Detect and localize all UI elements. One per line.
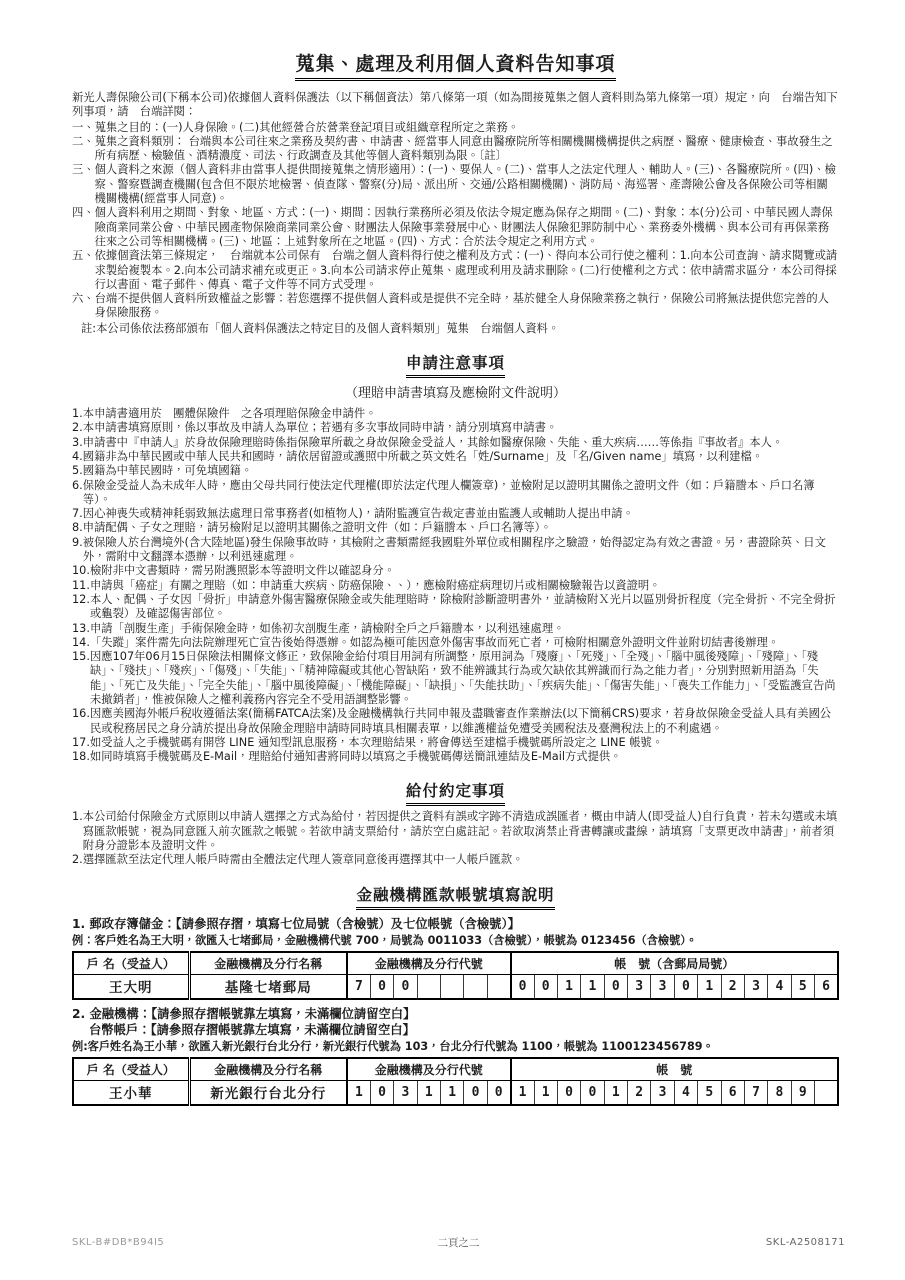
list-item (72, 650, 839, 707)
account-number-digit: 7 (744, 1080, 767, 1105)
account-table (72, 1057, 839, 1106)
list-item (72, 249, 839, 292)
account-number-digit: 3 (651, 1080, 674, 1105)
account-number-digit: 3 (651, 974, 674, 999)
list-item (72, 636, 839, 650)
account-number-digit: 0 (557, 1080, 580, 1105)
header-bank-name: 金融機構及分行名稱 (189, 952, 347, 975)
list-item (72, 292, 839, 321)
list-item (72, 436, 839, 450)
account-number-digit: 9 (791, 1080, 814, 1105)
list-item-number: 7. (72, 507, 83, 521)
list-item (72, 206, 839, 249)
list-item-number: 3. (72, 435, 83, 449)
list-item-number: 三、 (72, 163, 95, 177)
account-number-digit: 6 (815, 974, 839, 999)
list-item-number: 1. (72, 407, 83, 421)
list-item-text: 個人資料之來源（個人資料非由當事人提供間接蒐集之情形適用）：(一)、要保人。(二)、當事人之法定代理人、輔助人。(三)、各醫療院所。(四)、檢察、警察暨調查機關(包含但不限於地檢署、偵查隊、警察(分)局、派出所、交通/公路相關機關)、消防局、海巡署、產壽險公會及各保險公司等相關機關機構(經當事人同意)。 (94, 163, 836, 206)
list-item (72, 163, 839, 206)
account-number-digit: 5 (791, 974, 814, 999)
list-item-number: 18. (72, 750, 90, 764)
list-item-text: 因應美國海外帳戶稅收遵循法案(簡稱FATCA法案)及金融機構執行共同申報及盡職審查作業辦法(以下簡稱CRS)要求，若身故保險金受益人具有美國公民或稅務居民之身分請於提出身故保險金理賠申請時同時填具相關表單，以維護權益免遭受美國稅法及臺灣稅法上的不利處遇。 (89, 707, 832, 735)
section3-title-wrap (72, 774, 839, 806)
account-number-digit: 0 (674, 974, 697, 999)
list-item-text: 依據個資法第三條規定， 台端就本公司保有 台端之個人資料得行使之權利及方式：(一)、得向本公司行使之權利：1.向本公司查詢、請求閱覽或請求製給複製本。2.向本公司請求補充或更正。3.向本公司請求停止蒐集、處理或利用及請求刪除。(二)行使權利之方式：依申請需求區分，本公司得採行以書面、電子郵件、傳真、電子文件等不同方式受理。 (94, 249, 838, 291)
list-item (72, 707, 839, 736)
list-item-number: 13. (72, 621, 90, 635)
list-item-number: 4. (72, 449, 83, 463)
list-item-number: 9. (72, 535, 83, 549)
list-item-text: 申請「剖腹生產」手術保險金時，如係初次剖腹生產，請檢附全戶之戶籍謄本，以利迅速處理。 (89, 621, 565, 635)
header-bank-name: 金融機構及分行名稱 (189, 1058, 347, 1081)
list-item-number: 六、 (72, 292, 95, 306)
list-item-number: 五、 (72, 249, 95, 263)
bank-code-digit: 0 (487, 1080, 510, 1105)
section1-note: 註:本公司係依法務部頒布「個人資料保護法之特定目的及個人資料類別」蒐集 台端個人資料。 (81, 321, 560, 335)
bank-code-digit: 1 (347, 1080, 370, 1105)
account-number-digit: 0 (511, 974, 534, 999)
list-item-text: 「失蹤」案件需先向法院辦理死亡宣告後始得憑辦。如認為極可能因意外傷害事故而死亡者，可檢附相關意外證明文件並附切結書後辦理。 (89, 635, 780, 649)
list-item-text: 因應107年06月15日保險法相關條文修正，致保險金給付項目用詞有所調整，原用詞為「殘廢」、「死殘」、「全殘」、「腦中風後殘障」、「殘障」、「殘缺」、「殘扶」、「殘疾」、「傷殘」、「失能」、「精神障礙或其他心智缺陷，致不能辨識其行為或欠缺依其辨識而行為之能力者」，分別對照新用語為「失能」、「死亡及失能」、「完全失能」、「腦中風後障礙」、「機能障礙」、「缺損」、「失能扶助」、「疾病失能」、「傷害失能」、「喪失工作能力」、「受監護宣告尚未撤銷者」，惟被保險人之權利義務內容完全不受用語調整影響。 (89, 650, 836, 706)
account-number-digit: 1 (511, 1080, 534, 1105)
account-number-digit: 2 (628, 1080, 651, 1105)
header-account-number: 帳 號 (511, 1058, 838, 1081)
bank-code-digit: 1 (417, 1080, 440, 1105)
list-item-text: 保險金受益人為未成年人時，應由父母共同行使法定代理權(即於法定代理人欄簽章)，並檢附足以證明其關係之證明文件（如：戶籍謄本、戶口名簿等）。 (82, 478, 815, 506)
list-item (72, 853, 839, 867)
list-item-text: 本申請書適用於 團體保險件 之各項理賠保險金申請件。 (82, 407, 377, 421)
list-item-number: 一、 (72, 120, 95, 134)
list-item-text: 檢附非中文書類時，需另附護照影本等證明文件以確認身分。 (89, 564, 395, 578)
bank-branch-name: 新光銀行台北分行 (189, 1080, 347, 1105)
list-item-text: 國籍非為中華民國或中華人民共和國時，請依居留證或護照中所載之英文姓名「姓/Surname」及「名/Given name」填寫，以利建檔。 (82, 449, 764, 463)
account-number-digit: 1 (698, 974, 721, 999)
list-item (72, 421, 839, 435)
list-item (72, 579, 839, 593)
section3-title: 給付約定事項 (406, 779, 505, 806)
list-item-text: 如同時填寫手機號碼及E-Mail，理賠給付通知書將同時以填寫之手機號碼傳送簡訊連結及E-Mail方式提供。 (89, 750, 622, 764)
list-item-text: 被保險人於台灣境外(含大陸地區)發生保險事故時，其檢附之書類需經我國駐外單位或相關程序之驗證，始得認定為有效之書證。另，書證除英、日文外，需附中文翻譯本憑辦，以利迅速處理。 (82, 535, 826, 564)
list-item-text: 本公司給付保險金方式原則以申請人選擇之方式為給付，若因提供之資料有誤或字跡不清造成誤匯者，概由申請人(即受益人)自行負責，若未勾選或未填寫匯款帳號，視為同意匯入前次匯款之帳號。若欲申請支票給付，請於空白處註記。若欲取消禁止背書轉讓或畫線，請填寫「支票更改申請書」，前者須附身分證影本及證明文件。 (82, 810, 838, 853)
list-item-number: 12. (72, 592, 90, 606)
section1-title: 蒐集、處理及利用個人資料告知事項 (295, 49, 615, 81)
bank-code-digit (464, 974, 487, 999)
list-item-text: 台端不提供個人資料所致權益之影響：若您選擇不提供個人資料或是提供不完全時，基於健全人身保險業務之執行，保險公司將無法提供您完善的人身保險服務。 (94, 292, 829, 320)
list-item-number: 17. (72, 735, 90, 749)
section1-list (72, 121, 839, 321)
section2-title: 申請注意事項 (406, 351, 505, 378)
list-item-text: 蒐集之資料類別： 台端與本公司往來之業務及契約書、申請書、經當事人同意由醫療院所等相關機關機構提供之病歷、醫療、健康檢查、事故發生之所有病歷、檢驗值、酒精濃度、司法、行政調查及其他等個人資料類別為限。〔註〕 (94, 134, 833, 163)
list-item (72, 736, 839, 750)
list-item (72, 450, 839, 464)
account-number-digit (815, 1080, 839, 1105)
bank-branch-name: 基隆七堵郵局 (189, 974, 347, 999)
list-item-number: 四、 (72, 206, 95, 220)
bank-code-digit (487, 974, 510, 999)
list-item (72, 135, 839, 164)
list-item (72, 536, 839, 565)
postal-example: 例：客戶姓名為王大明，欲匯入七堵郵局，金融機構代號 700，局號為 0011033（含檢號），帳號為 0123456（含檢號）。 (72, 933, 698, 947)
list-item-text: 本人、配偶、子女因「骨折」申請意外傷害醫療保險金或失能理賠時，除檢附診斷證明書外，並請檢附Ｘ光片以區別骨折程度（完全骨折、不完全骨折或龜裂）及確認傷害部位。 (89, 592, 836, 621)
postal-table (72, 951, 839, 1000)
list-item-number: 二、 (72, 134, 95, 148)
page-number: 二頁之二 (437, 1237, 480, 1249)
header-account-name: 戶 名（受益人） (73, 1058, 189, 1081)
account-number-digit: 0 (581, 1080, 604, 1105)
header-account-name: 戶 名（受益人） (73, 952, 189, 975)
list-item-text: 因心神喪失或精神耗弱致無法處理日常事務者(如植物人)，請附監護宣告裁定書並由監護人或輔助人提出申請。 (82, 507, 634, 521)
bank-code-digit: 0 (370, 1080, 393, 1105)
list-item (72, 622, 839, 636)
bank-code-digit: 3 (394, 1080, 417, 1105)
bank-heading-1: 2. 金融機構：【請參照存摺帳號靠左填寫，未滿欄位請留空白】 (72, 1006, 416, 1021)
postal-heading: 1. 郵政存簿儲金：【請參照存摺，填寫七位局號（含檢號）及七位帳號（含檢號）】 (72, 916, 520, 931)
section2-list (72, 407, 839, 764)
list-item-text: 申請書中『申請人』於身故保險理賠時係指保險單所載之身故保險金受益人，其餘如醫療保險、失能、重大疾病……等係指『事故者』本人。 (82, 435, 784, 449)
list-item (72, 407, 839, 421)
bank-code-digit: 1 (441, 1080, 464, 1105)
list-item-number: 10. (72, 564, 90, 578)
section3-list (72, 810, 839, 867)
header-bank-code: 金融機構及分行代號 (347, 1058, 511, 1081)
list-item (72, 507, 839, 521)
list-item-text: 申請配偶、子女之理賠，請另檢附足以證明其關係之證明文件（如：戶籍謄本、戶口名簿等）。 (82, 521, 552, 535)
list-item (72, 464, 839, 478)
account-number-digit: 8 (768, 1080, 791, 1105)
section4-title-wrap (72, 878, 839, 910)
list-item-text: 國籍為中華民國時，可免填國籍。 (82, 464, 253, 478)
list-item-number: 5. (72, 464, 83, 478)
form-code-left: SKL-B#DB*B94I5 (72, 1237, 165, 1248)
section1-title-wrap (72, 40, 839, 91)
bank-code-digit: 0 (394, 974, 417, 999)
list-item-number: 1. (72, 810, 83, 824)
account-number-digit: 1 (534, 1080, 557, 1105)
account-number-digit: 3 (744, 974, 767, 999)
list-item-number: 2. (72, 853, 83, 867)
list-item-number: 15. (72, 650, 90, 664)
account-number-digit: 5 (698, 1080, 721, 1105)
form-code-right: SKL-A2508171 (765, 1237, 845, 1248)
bank-heading-2: 台幣帳戶：【請參照存摺帳號靠左填寫，未滿欄位請留空白】 (89, 1022, 415, 1037)
account-number-digit: 1 (604, 1080, 627, 1105)
list-item-text: 本申請書填寫原則，係以事故及申請人為單位；若遇有多次事故同時申請，請分別填寫申請書。 (82, 421, 558, 435)
account-table (72, 951, 839, 1000)
account-number-digit: 0 (534, 974, 557, 999)
list-item-text: 個人資料利用之期間、對象、地區、方式：(一)、期間：因執行業務所必須及依法令規定應為保存之期間。(二)、對象：本(分)公司、中華民國人壽保險商業同業公會、中華民國產物保險商業同業公會、財團法人保險事業發展中心、財團法人保險犯罪防制中心、業務委外機構、與本公司有再保業務往來之公司等相關機構。(三)、地區：上述對象所在之地區。(四)、方式：合於法令規定之利用方式。 (94, 206, 833, 248)
account-number-digit: 6 (721, 1080, 744, 1105)
list-item-text: 如受益人之手機號碼有開啓 LINE 通知型訊息服務，本次理賠結果，將會傳送至建檔手機號碼所設定之 LINE 帳號。 (89, 735, 664, 749)
list-item-number: 11. (72, 578, 90, 592)
account-number-digit: 4 (768, 974, 791, 999)
list-item-number: 2. (72, 421, 83, 435)
list-item (72, 121, 839, 135)
account-number-digit: 0 (604, 974, 627, 999)
bank-code-digit: 7 (347, 974, 370, 999)
list-item (72, 810, 839, 853)
bank-code-digit (417, 974, 440, 999)
account-number-digit: 4 (674, 1080, 697, 1105)
list-item-number: 6. (72, 478, 83, 492)
list-item-number: 16. (72, 707, 90, 721)
account-holder-name: 王小華 (73, 1080, 189, 1105)
list-item-text: 選擇匯款至法定代理人帳戶時需由全體法定代理人簽章同意後再選擇其中一人帳戶匯款。 (82, 853, 524, 867)
list-item (72, 479, 839, 508)
header-account-number: 帳 號（含郵局局號） (511, 952, 838, 975)
section4-title: 金融機構匯款帳號填寫說明 (356, 883, 554, 910)
bank-table (72, 1057, 839, 1106)
list-item (72, 521, 839, 535)
bank-code-digit (441, 974, 464, 999)
list-item (72, 564, 839, 578)
page-footer (72, 1235, 845, 1250)
list-item-number: 8. (72, 521, 83, 535)
account-number-digit: 1 (557, 974, 580, 999)
list-item (72, 750, 839, 764)
header-bank-code: 金融機構及分行代號 (347, 952, 511, 975)
bank-code-digit: 0 (464, 1080, 487, 1105)
account-number-digit: 3 (628, 974, 651, 999)
section2-title-wrap (72, 346, 839, 378)
list-item-number: 14. (72, 635, 90, 649)
list-item-text: 蒐集之目的：(一)人身保險。(二)其他經營合於營業登記項目或組織章程所定之業務。 (94, 120, 519, 134)
account-number-digit: 1 (581, 974, 604, 999)
bank-example: 例:客戶姓名為王小華，欲匯入新光銀行台北分行，新光銀行代號為 103，台北分行代號為 1100，帳號為 1100123456789。 (72, 1039, 714, 1053)
list-item-text: 申請與「癌症」有關之理賠（如：申請重大疾病、防癌保險、、），應檢附癌症病理切片或相關檢驗報告以資證明。 (89, 578, 661, 592)
account-holder-name: 王大明 (73, 974, 189, 999)
account-number-digit: 2 (721, 974, 744, 999)
section2-subtitle: （理賠申請書填寫及應檢附文件說明） (344, 386, 566, 402)
section1-intro: 新光人壽保險公司(下稱本公司)依據個人資料保護法（以下稱個資法）第八條第一項（如為間接蒐集之個人資料則為第九條第一項）規定，向 台端告知下列事項，請 台端詳閱： (72, 91, 838, 119)
list-item (72, 593, 839, 622)
bank-code-digit: 0 (370, 974, 393, 999)
